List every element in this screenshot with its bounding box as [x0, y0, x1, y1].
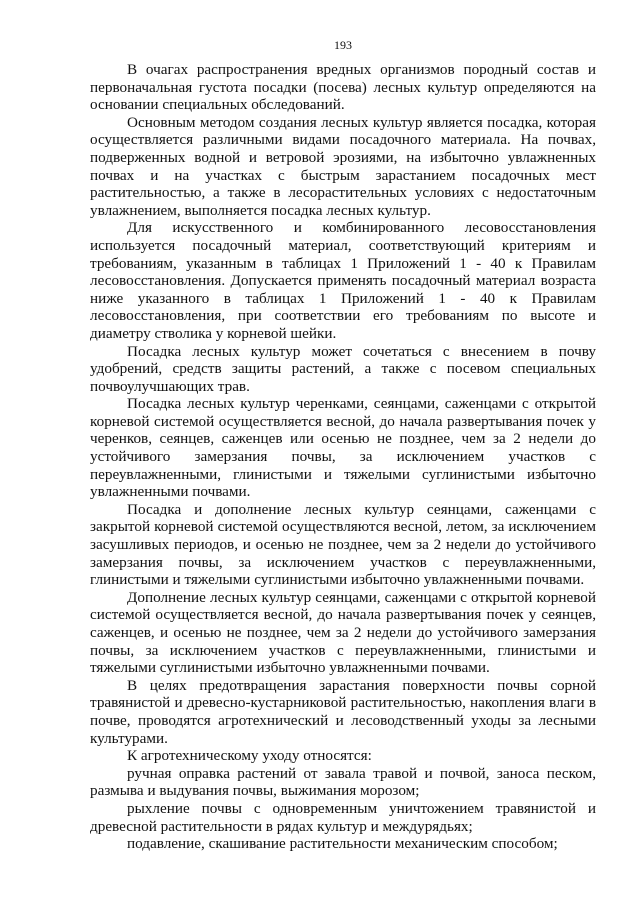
paragraph-fertilizers: Посадка лесных культур может сочетаться с внесением в почву удобрений, средств защиты растений, а также с посевом специальных почвоулучшающих трав.	[90, 342, 596, 395]
paragraph-supplementing-cultures: Дополнение лесных культур сеянцами, саженцами с открытой корневой системой осуществляется весной, до начала развертывания почек у сеянцев, саженцев, и осенью не позднее, чем за 2 недели до устойчивого замерзания почвы, за исключением участков с переувлажненными, глинистыми и тяжелыми суглинистыми избыточно увлажненными почвами.	[90, 588, 596, 677]
paragraph-closed-root-planting: Посадка и дополнение лесных культур сеянцами, саженцами с закрытой корневой системой осуществляются весной, летом, за исключением засушливых периодов, и осенью не позднее, чем за 2 недели до устойчивого замерзания почвы, за исключением участков с переувлажненными, глинистыми и тяжелыми суглинистыми избыточно увлажненными почвами.	[90, 500, 596, 589]
list-item-soil-loosening: рыхление почвы с одновременным уничтожением травянистой и древесной растительности в рядах культур и междурядьях;	[90, 799, 596, 835]
paragraph-agrotech-care-intro: К агротехническому уходу относятся:	[127, 747, 372, 765]
paragraph-care-purposes: В целях предотвращения зарастания поверхности почвы сорной травянистой и древесно-кустарниковой растительностью, накопления влаги в почве, проводятся агротехнический и лесоводственный уходы за лесными культурами.	[90, 676, 596, 747]
list-item-mowing: подавление, скашивание растительности механическим способом;	[127, 835, 558, 853]
document-page	[90, 38, 596, 853]
paragraph-pest-outbreaks: В очагах распространения вредных организмов породный состав и первоначальная густота посадки (посева) лесных культур определяются на основании специальных обследований.	[90, 61, 596, 114]
paragraph-open-root-planting: Посадка лесных культур черенками, сеянцами, саженцами с открытой корневой системой осуществляется весной, до начала развертывания почек у черенков, сеянцев, саженцев или осенью не позднее, чем за 2 недели до устойчивого замерзания почвы, за исключением участков с переувлажненными, глинистыми и тяжелыми суглинистыми избыточно увлажненными почвами.	[90, 395, 596, 501]
paragraph-planting-material: Для искусственного и комбинированного лесовосстановления используется посадочный материал, соответствующий критериям и требованиям, указанным в таблицах 1 Приложений 1 - 40 к Правилам лесовосстановления. Допускается применять посадочный материал возраста ниже указанного в таблицах 1 Приложений 1 - 40 к Правилам лесовосстановления, при соответствии его требованиям по высоте и диаметру стволика у корневой шейки.	[90, 219, 596, 342]
list-item-manual-release: ручная оправка растений от завала травой и почвой, заноса песком, размыва и выдувания почвы, выжимания морозом;	[90, 764, 596, 800]
paragraph-planting-method: Основным методом создания лесных культур является посадка, которая осуществляется различными видами посадочного материала. На почвах, подверженных водной и ветровой эрозиями, на избыточно увлажненных почвах и на участках с быстрым зарастанием посадочных мест растительностью, а также в лесорастительных условиях с недостаточным увлажнением, выполняется посадка лесных культур.	[90, 113, 596, 219]
page-number: 193	[334, 38, 352, 52]
